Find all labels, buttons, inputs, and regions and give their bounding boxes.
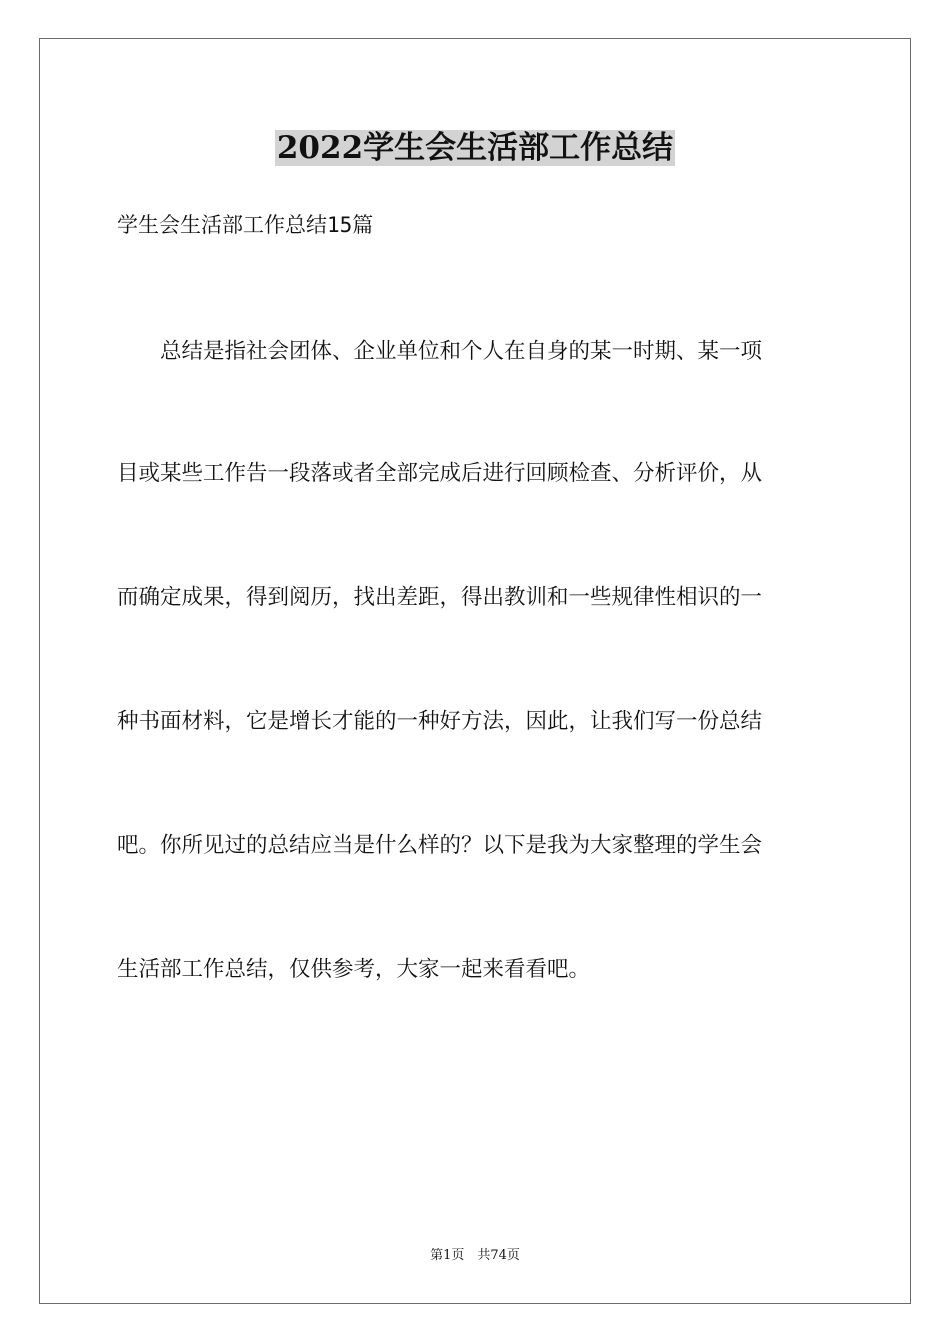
document-title-text: 2022学生会生活部工作总结 [276,130,674,166]
document-title [0,126,950,170]
paragraph-line: 吧。你所见过的总结应当是什么样的？以下是我为大家整理的学生会 [117,833,763,858]
paragraph-line: 而确定成果，得到阅历，找出差距，得出教训和一些规律性相识的一 [117,585,763,610]
paragraph-line: 生活部工作总结，仅供参考，大家一起来看看吧。 [117,957,591,982]
paragraph-line: 目或某些工作告一段落或者全部完成后进行回顾检查、分析评价，从 [117,461,763,486]
document-subtitle: 学生会生活部工作总结15篇 [117,213,374,237]
paragraph-line: 总结是指社会团体、企业单位和个人在自身的某一时期、某一项 [117,339,763,364]
paragraph-line: 种书面材料，它是增长才能的一种好方法，因此，让我们写一份总结 [117,709,763,734]
page-number-footer: 第1页 共74页 [430,1248,520,1263]
